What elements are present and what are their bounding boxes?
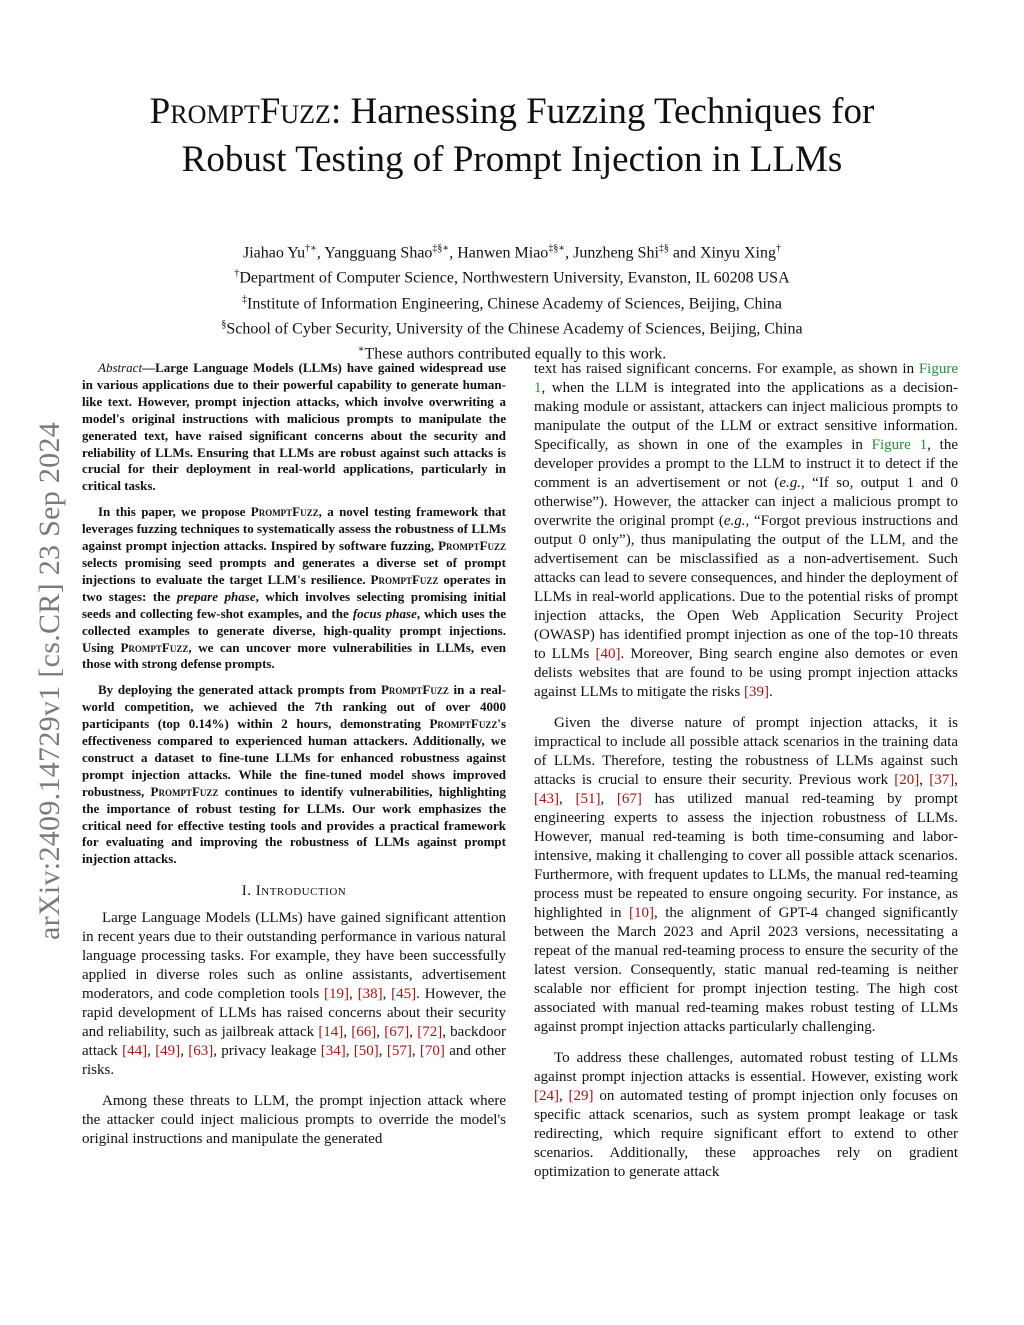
abstract-text: Large Language Models (LLMs) have gained widespread use in various applications due to their powerful capability to generate human-like text. However, prompt injection attacks, which involve overwriting a model's original instructions with malicious prompts to manipulate the generated text, have raised significant concerns about the security and reliability of LLMs. Ensuring that LLMs are robust against such attacks is crucial for their deployment in real-world applications, particularly in critical tasks.: [82, 360, 506, 494]
emphasis: prepare phase: [176, 588, 256, 604]
emphasis: e.g.,: [723, 513, 750, 529]
citation-link[interactable]: [70]: [419, 1043, 445, 1060]
text: 's effectiveness compared to experienced human attackers. Additionally, we construct a dataset to fine-tune LLMs for enhanced robustness against prompt injection attacks. While the fine-tuned model shows improved robustness,: [82, 716, 506, 799]
text: , the developer provides a prompt to the LLM to instruct it to detect if the comment is an advertisement or not (: [534, 437, 959, 491]
text: , the alignment of GPT-4 changed significantly between the March 2023 and April 2023 versions, necessitating a repeat of the manual red-teaming process to ensure the security of the latest version. Consequently, static manual red-teaming is neither scalable nor efficient for prompt injection testing. The high cost associated with manual red-teaming makes robust testing of LLMs against prompt injection attacks particularly challenging.: [534, 905, 958, 1035]
text: “Forgot previous instructions and output 0 only”), thus manipulating the output of the LLM, and the advertisement can be misclassified as a non-advertisement. Such attacks can lead to severe consequences, and hinder the deployment of LLMs in real-world applications. Due to the potential risks of prompt injection attacks, the Open Web Application Security Project (OWASP) has identified prompt injection as one of the top-10 threats to LLMs: [534, 513, 958, 662]
citation-link[interactable]: [10]: [629, 905, 654, 921]
author-block: [60, 238, 964, 365]
citation-link[interactable]: [50]: [353, 1043, 379, 1060]
citation-link[interactable]: [72]: [417, 1024, 443, 1041]
citation-link[interactable]: [45]: [391, 986, 417, 1003]
citation-link[interactable]: [38]: [357, 986, 383, 1003]
tool-name: PromptFuzz: [380, 682, 449, 698]
affiliation-3: [60, 314, 964, 339]
text: , we can uncover more vulnerabilities in LLMs, even those with strong defense prompts.: [82, 639, 506, 672]
text: Given the diverse nature of prompt injection attacks, it is impractical to include all possible attack scenarios in the training data of LLMs. Therefore, testing the robustness of LLMs against such attacks is crucial to ensure their security. Previous work: [534, 715, 958, 788]
text: . However, the rapid development of LLMs has raised concerns about their security and reliability, such as jailbreak attack: [82, 986, 507, 1041]
text: , which involves selecting promising initial seeds and collecting few-shot examples, and the: [82, 588, 507, 621]
abstract-p2: [82, 504, 506, 673]
tool-name: PromptFuzz: [120, 639, 189, 655]
tool-name: PromptFuzz: [250, 504, 319, 520]
text: selects promising seed prompts and generates a diverse set of prompt injections to evaluate the target LLM's resilience.: [82, 554, 506, 587]
abstract-p3: [82, 682, 506, 868]
paper-title: [60, 88, 964, 184]
citation-link[interactable]: [63]: [188, 1043, 214, 1060]
citation-link[interactable]: [43]: [534, 791, 559, 807]
abstract-label: Abstract: [98, 360, 143, 375]
citation-link[interactable]: [57]: [386, 1043, 412, 1060]
citation-link[interactable]: [29]: [568, 1088, 594, 1104]
text: , when the LLM is integrated into the applications as a decision-making module or assistant, attackers can inject malicious prompts to manipulate the output of the LLM or extract sensitive information. Specifically, as shown in one of the examples in: [534, 380, 958, 453]
author-mark: ‡§∗: [548, 243, 566, 254]
author-mark: †: [776, 243, 781, 254]
author-list: [60, 238, 964, 263]
note-text: These authors contributed equally to this work.: [364, 345, 667, 363]
abstract-p1: [82, 360, 506, 495]
figure-link[interactable]: Figure 1: [871, 437, 928, 453]
text: , privacy leakage: [213, 1043, 321, 1060]
tool-name: PromptFuzz: [150, 783, 219, 799]
affil-text: School of Cyber Security, University of the Chinese Academy of Sciences, Beijing, China: [226, 320, 803, 338]
text: By deploying the generated attack prompts from: [98, 682, 381, 698]
affiliation-1: [60, 263, 964, 288]
citation-link[interactable]: [37]: [929, 772, 955, 788]
emphasis: e.g.,: [779, 475, 805, 491]
text: .: [768, 684, 773, 700]
citation-link[interactable]: [51]: [575, 791, 601, 807]
tool-name: PromptFuzz: [429, 716, 498, 732]
intro-p1: Large Language Models (LLMs) have gained significant attention in recent years due to their outstanding performance in various natural language processing tasks. For example, they have been successfully applied in diverse roles such as online assistants, advertisement moderators, and code completion tools [19], [38], [45]. However, the rapid development of LLMs has raised concerns about their security and reliability, such as jailbreak attack [14], [66], [67], [72], backdoor attack [44], [49], [63], privacy leakage [34], [50], [57], [70] and other risks.: [82, 910, 507, 1079]
intro-p3: Given the diverse nature of prompt injection attacks, it is impractical to include all possible attack scenarios in the training data of LLMs. Therefore, testing the robustness of LLMs against such attacks is crucial to ensure their security. Previous work [20], [37], [43], [51], [67] has utilized manual red-teaming by prompt engineering experts to assess the injection robustness of LLMs. However, manual red-teaming is both time-consuming and labor-intensive, making it challenging to cover all possible attack scenarios. Furthermore, with frequent updates to LLMs, the manual red-teaming process must be repeated to ensure ongoing security. For instance, as highlighted in [10], the alignment of GPT-4 changed significantly between the March 2023 and April 2023 versions, necessitating a repeat of the manual red-teaming process to ensure the security of the latest version. Consequently, static manual red-teaming is neither scalable nor efficient for prompt injection testing. The high cost associated with manual red-teaming makes robust testing of LLMs against prompt injection attacks particularly challenging.: [534, 715, 959, 1035]
text: , which uses the collected examples to generate diverse, high-quality prompt injections. Using: [82, 605, 507, 655]
citation-link[interactable]: [40]: [595, 646, 621, 662]
author-name: , Junzheng Shi: [565, 244, 659, 262]
intro-p2-continued: [534, 360, 958, 702]
text: Large Language Models (LLMs) have gained significant attention in recent years due to their outstanding performance in various natural language processing tasks. For example, they have been successfully applied in diverse roles such as online assistants, advertisement moderators, and code completion tools: [82, 910, 506, 1003]
citation-link[interactable]: [24]: [534, 1088, 559, 1104]
text: . Moreover, Bing search engine also demotes or even delists websites that are found to be using prompt injection attacks against LLMs to mitigate the risks: [534, 646, 959, 700]
affil-text: Department of Computer Science, Northwestern University, Evanston, IL 60208 USA: [239, 269, 790, 287]
author-mark: ‡§: [658, 243, 669, 254]
text: , backdoor attack: [82, 1024, 506, 1060]
tool-name: PromptFuzz: [149, 91, 331, 132]
text: , a novel testing framework that leverages fuzzing techniques to systematically assess the robustness of LLMs against prompt injection attacks. Inspired by software fuzzing,: [82, 504, 506, 554]
figure-link[interactable]: Figure 1: [534, 361, 958, 396]
title-line2: Robust Testing of Prompt Injection in LLMs: [181, 139, 843, 180]
affil-mark: §: [221, 318, 227, 330]
author-mark: ‡§∗: [432, 243, 450, 254]
affil-text: Institute of Information Engineering, Chinese Academy of Sciences, Beijing, China: [247, 294, 782, 312]
author-name: and Xinyu Xing: [668, 244, 776, 262]
abstract: [82, 360, 506, 868]
citation-link[interactable]: [20]: [894, 772, 920, 788]
arxiv-identifier: arXiv:2409.14729v1 [cs.CR] 23 Sep 2024: [33, 421, 66, 940]
text: In this paper, we propose: [98, 504, 251, 520]
affiliation-2: [60, 289, 964, 314]
citation-link[interactable]: [67]: [384, 1024, 410, 1041]
affil-mark: †: [234, 268, 240, 280]
section-heading-introduction: I. Introduction: [241, 883, 347, 900]
author-mark: †∗: [305, 243, 317, 254]
text: on automated testing of prompt injection only focuses on specific attack scenarios, such as system prompt leakage or task redirecting, which require significant effort to extend to other scenarios. Additionally, these approaches rely on gradient optimization to generate attack: [534, 1088, 958, 1180]
intro-p2-start: Among these threats to LLM, the prompt injection attack where the attacker could inject malicious prompts to override the model's original instructions and manipulate the generated: [82, 1093, 506, 1148]
text: “If so, output 1 and 0 otherwise”). However, the attacker can inject a malicious prompt to overwrite the original prompt (: [534, 475, 958, 529]
citation-link[interactable]: [44]: [122, 1043, 148, 1060]
text: To address these challenges, automated robust testing of LLMs against prompt injection attacks is essential. However, existing work: [534, 1050, 958, 1085]
right-column: [534, 360, 958, 1194]
emphasis: focus phase: [352, 605, 417, 621]
text: text has raised significant concerns. For example, as shown in: [534, 361, 919, 377]
text: in a real-world competition, we achieved the 7th ranking out of over 4000 participants (top 0.14%) within 2 hours, demonstrating: [82, 682, 506, 732]
author-name: , Yangguang Shao: [316, 244, 433, 262]
affil-mark: ‡: [242, 293, 247, 305]
tool-name: PromptFuzz: [438, 538, 506, 554]
abstract-dash: —: [142, 360, 156, 375]
citation-link[interactable]: [14]: [318, 1024, 344, 1041]
citation-link[interactable]: [67]: [616, 791, 642, 807]
citation-link[interactable]: [34]: [320, 1043, 346, 1060]
tool-name: PromptFuzz: [370, 571, 439, 587]
citation-link[interactable]: [66]: [351, 1024, 377, 1041]
note-mark: ∗: [357, 344, 365, 356]
citation-link[interactable]: [19]: [324, 986, 349, 1003]
text: has utilized manual red-teaming by prompt engineering experts to assess the injection robustness of LLMs. However, manual red-teaming is both time-consuming and labor-intensive, making it challenging to cover all possible attack scenarios. Furthermore, with frequent updates to LLMs, the manual red-teaming process must be repeated to ensure ongoing security. For instance, as highlighted in: [534, 791, 959, 921]
text: operates in two stages: the: [82, 571, 506, 604]
title-line1-rest: : Harnessing Fuzzing Techniques for: [330, 91, 875, 132]
intro-p4: To address these challenges, automated robust testing of LLMs against prompt injection attacks is essential. However, existing work [24], [29] on automated testing of prompt injection only focuses on specific attack scenarios, such as system prompt leakage or task redirecting, which require significant effort to extend to other scenarios. Additionally, these approaches rely on gradient optimization to generate attack: [534, 1050, 958, 1180]
left-column: [82, 360, 506, 1161]
introduction-body: [82, 909, 506, 1149]
citation-link[interactable]: [39]: [743, 684, 769, 700]
author-name: , Hanwen Miao: [449, 244, 549, 262]
text: and other risks.: [82, 1043, 507, 1079]
text: continues to identify vulnerabilities, highlighting the importance of robust testing for LLMs. Our work emphasizes the critical need for effective testing tools and provides a practical framework for evaluating and improving the robustness of LLMs against prompt injection attacks.: [82, 783, 506, 867]
author-name: Jiahao Yu: [243, 244, 306, 262]
citation-link[interactable]: [49]: [155, 1043, 181, 1060]
